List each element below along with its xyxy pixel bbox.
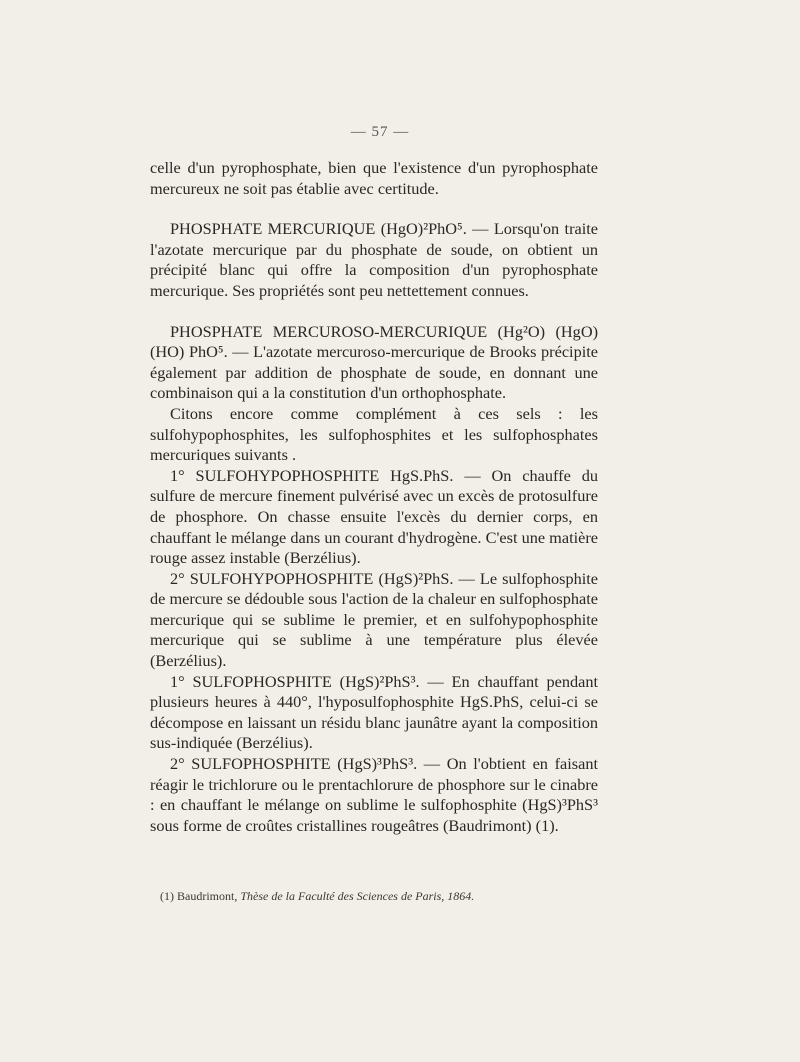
paragraph-sulfophosphite-2: 2° SULFOPHOSPHITE (HgS)³PhS³. — On l'obtient en faisant réagir le trichlorure ou le prentachlorure de phosphore sur le cinabre : en chauffant le mélange on sublime le sulfophosphite (HgS)³PhS³ sous forme de croûtes cristallines rougeâtres (Baudrimont) (1). [150,754,598,835]
footnote [160,888,600,904]
body-text [150,158,598,836]
paragraph-sulfohypophosphite-2: 2° SULFOHYPOPHOSPHITE (HgS)²PhS. — Le sulfophosphite de mercure se dédouble sous l'action de la chaleur en sulfophosphate mercurique qui se sublime le premier, et en sulfohypophosphite mercurique qui se sublime à une température plus élevée (Berzélius). [150,568,598,671]
paragraph-sulfohypophosphite-1: 1° SULFOHYPOPHOSPHITE HgS.PhS. — On chauffe du sulfure de mercure finement pulvérisé avec un excès de protosulfure de phosphore. On chasse ensuite l'excès du dernier corps, en chauffant le mélange dans un courant d'hydrogène. C'est une matière rouge assez instable (Berzélius). [150,465,598,568]
footnote-title: Thèse de la Faculté des Sciences de Paris, 1864. [240,889,475,903]
footnote-marker: (1) [160,889,174,903]
paragraph-continuation: celle d'un pyrophosphate, bien que l'existence d'un pyrophosphate mercureux ne soit pas établie avec certitude. [150,158,598,198]
page-number: — 57 — [350,124,410,140]
paragraph-citons-encore: Citons encore comme complément à ces sels : les sulfohypophosphites, les sulfophosphites et les sulfophosphates mercuriques suivants . [150,403,598,465]
paragraph-phosphate-mercurique: PHOSPHATE MERCURIQUE (HgO)²PhO⁵. — Lorsqu'on traite l'azotate mercurique par du phosphate de soude, on obtient un précipité blanc qui offre la composition d'un pyrophosphate mercurique. Ses propriétés sont peu nettettement connues. [150,219,598,300]
paragraph-phosphate-mercuroso-mercurique: PHOSPHATE MERCUROSO-MERCURIQUE (Hg²O) (HgO) (HO) PhO⁵. — L'azotate mercuroso-mercurique de Brooks précipite également par addition de phosphate de soude, en donnant une combinaison qui a la constitution d'un orthophosphate. [150,321,598,403]
paragraph-sulfophosphite-1: 1° SULFOPHOSPHITE (HgS)²PhS³. — En chauffant pendant plusieurs heures à 440°, l'hyposulfophosphite HgS.PhS, celui-ci se décompose en laissant un résidu blanc jaunâtre ayant la composition sus-indiquée (Berzélius). [150,671,598,753]
footnote-author: Baudrimont, [177,889,238,903]
